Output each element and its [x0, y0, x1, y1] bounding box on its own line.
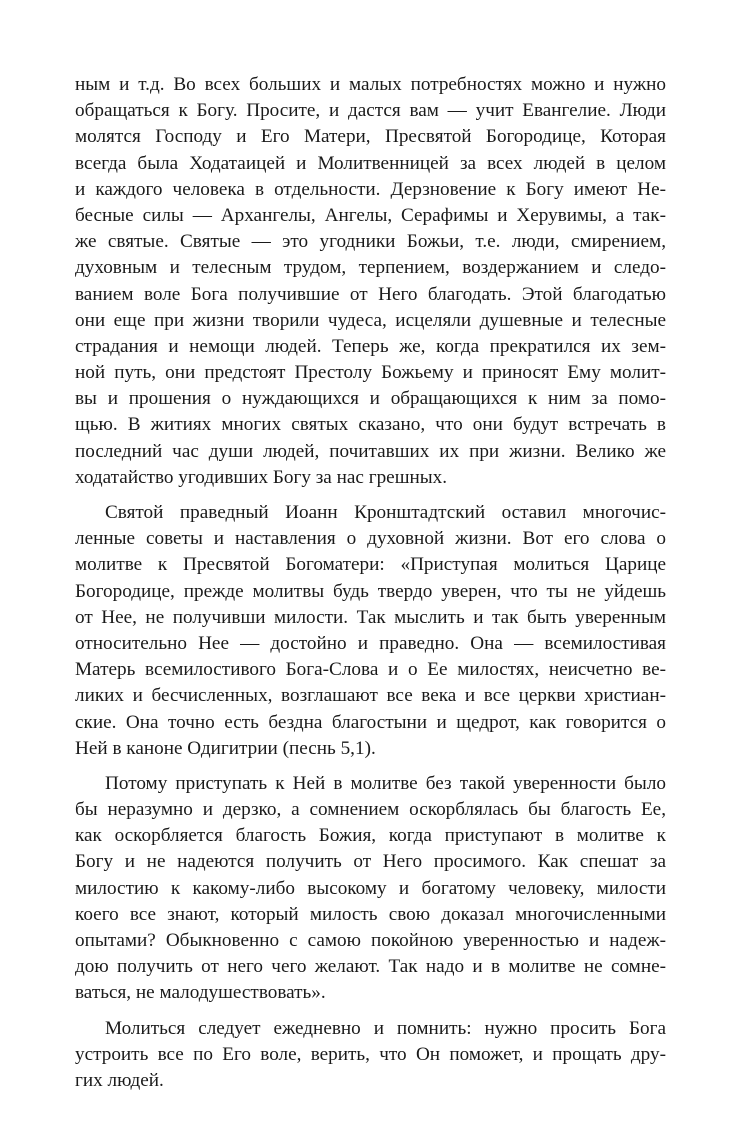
text-line: Святой праведный Иоанн Кронштадтский оставил многочис-	[105, 502, 666, 523]
text-line: Потому приступать к Ней в молитве без такой уверенности было	[105, 772, 666, 794]
text-line: ной путь, они предстоят Престолу Божьему и приносят Ему молит-	[75, 362, 666, 384]
text-line: коего все знают, который милость свою доказал многочисленными	[75, 903, 666, 925]
text-line: они еще при жизни творили чудеса, исцеляли душевные и телесные	[75, 309, 666, 331]
text-line: последний час души людей, почитавших их при жизни. Велико же	[75, 440, 666, 462]
text-line: относительно Нее — достойно и праведно. Она — всемилостивая	[75, 632, 666, 654]
text-line: ным и т.д. Во всех больших и малых потребностях можно и нужно	[75, 74, 666, 95]
text-line: ваться, не малодушествовать».	[75, 982, 326, 1004]
text-line: молитве к Пресвятой Богоматери: «Приступая молиться Царице	[75, 554, 666, 576]
text-line: гих людей.	[75, 1069, 164, 1091]
text-line: вы и прошения о нуждающихся и обращающихся к ним за помо-	[75, 388, 666, 410]
text-line: страдания и немощи людей. Теперь же, когда прекратился их зем-	[75, 335, 666, 357]
book-page-text	[75, 72, 666, 1094]
text-line: всегда была Ходатаицей и Молитвенницей за всех людей в целом	[75, 152, 666, 174]
paragraph-gap	[75, 1007, 666, 1016]
text-line: ходатайство угодивших Богу за нас грешных.	[75, 466, 448, 488]
text-line: обращаться к Богу. Просите, и дастся вам — учит Евангелие. Люди	[75, 100, 666, 122]
text-line: Матерь всемилостивого Бога-Слова и о Ее милостях, неисчетно ве-	[75, 659, 666, 681]
text-line: милостию к какому-либо высокому и богатому человеку, милости	[75, 877, 666, 899]
text-line: ленные советы и наставления о духовной жизни. Вот его слова о	[75, 528, 666, 550]
paragraph	[75, 1016, 666, 1095]
paragraph-gap	[75, 491, 666, 500]
text-line: духовным и телесным трудом, терпением, воздержанием и следо-	[75, 257, 666, 279]
text-line: ликих и бесчисленных, возглашают все века и все церкви христиан-	[75, 685, 666, 707]
text-line: Молиться следует ежедневно и помнить: нужно просить Бога	[105, 1017, 666, 1039]
paragraph	[75, 500, 666, 762]
text-line: Ней в каноне Одигитрии (песнь 5,1).	[75, 737, 376, 759]
text-line: опытами? Обыкновенно с самою покойною уверенностью и надеж-	[75, 930, 666, 951]
text-line: ские. Она точно есть бездна благостыни и щедрот, как говорится о	[75, 711, 666, 733]
text-line: Богу и не надеются получить от Него просимого. Как спешат за	[75, 851, 666, 873]
text-line: от Нее, не получивши милости. Так мыслить и так быть уверенным	[75, 606, 666, 628]
paragraph-gap	[75, 762, 666, 771]
text-line: как оскорбляется благость Божия, когда приступают в молитве к	[75, 825, 666, 847]
text-line: ванием воле Бога получившие от Него благодать. Этой благодатью	[75, 283, 666, 305]
text-line: бесные силы — Архангелы, Ангелы, Серафимы и Херувимы, а так-	[75, 204, 666, 226]
text-line: же святые. Святые — это угодники Божьи, т.е. люди, смирением,	[75, 231, 666, 253]
text-line: бы неразумно и дерзко, а сомнением оскорблялась бы благость Ее,	[75, 799, 666, 821]
text-line: щью. В житиях многих святых сказано, что они будут встречать в	[75, 414, 666, 436]
text-line: дою получить от него чего желают. Так надо и в молитве не сомне-	[75, 956, 666, 978]
text-line: устроить все по Его воле, верить, что Он поможет, и прощать дру-	[75, 1043, 666, 1065]
text-line: Богородице, прежде молитвы будь твердо уверен, что ты не уйдешь	[75, 580, 666, 602]
text-line: и каждого человека в отдельности. Дерзновение к Богу имеют Не-	[75, 178, 666, 200]
paragraph	[75, 771, 666, 1007]
text-line: молятся Господу и Его Матери, Пресвятой Богородице, Которая	[75, 126, 666, 148]
paragraph	[75, 72, 666, 491]
